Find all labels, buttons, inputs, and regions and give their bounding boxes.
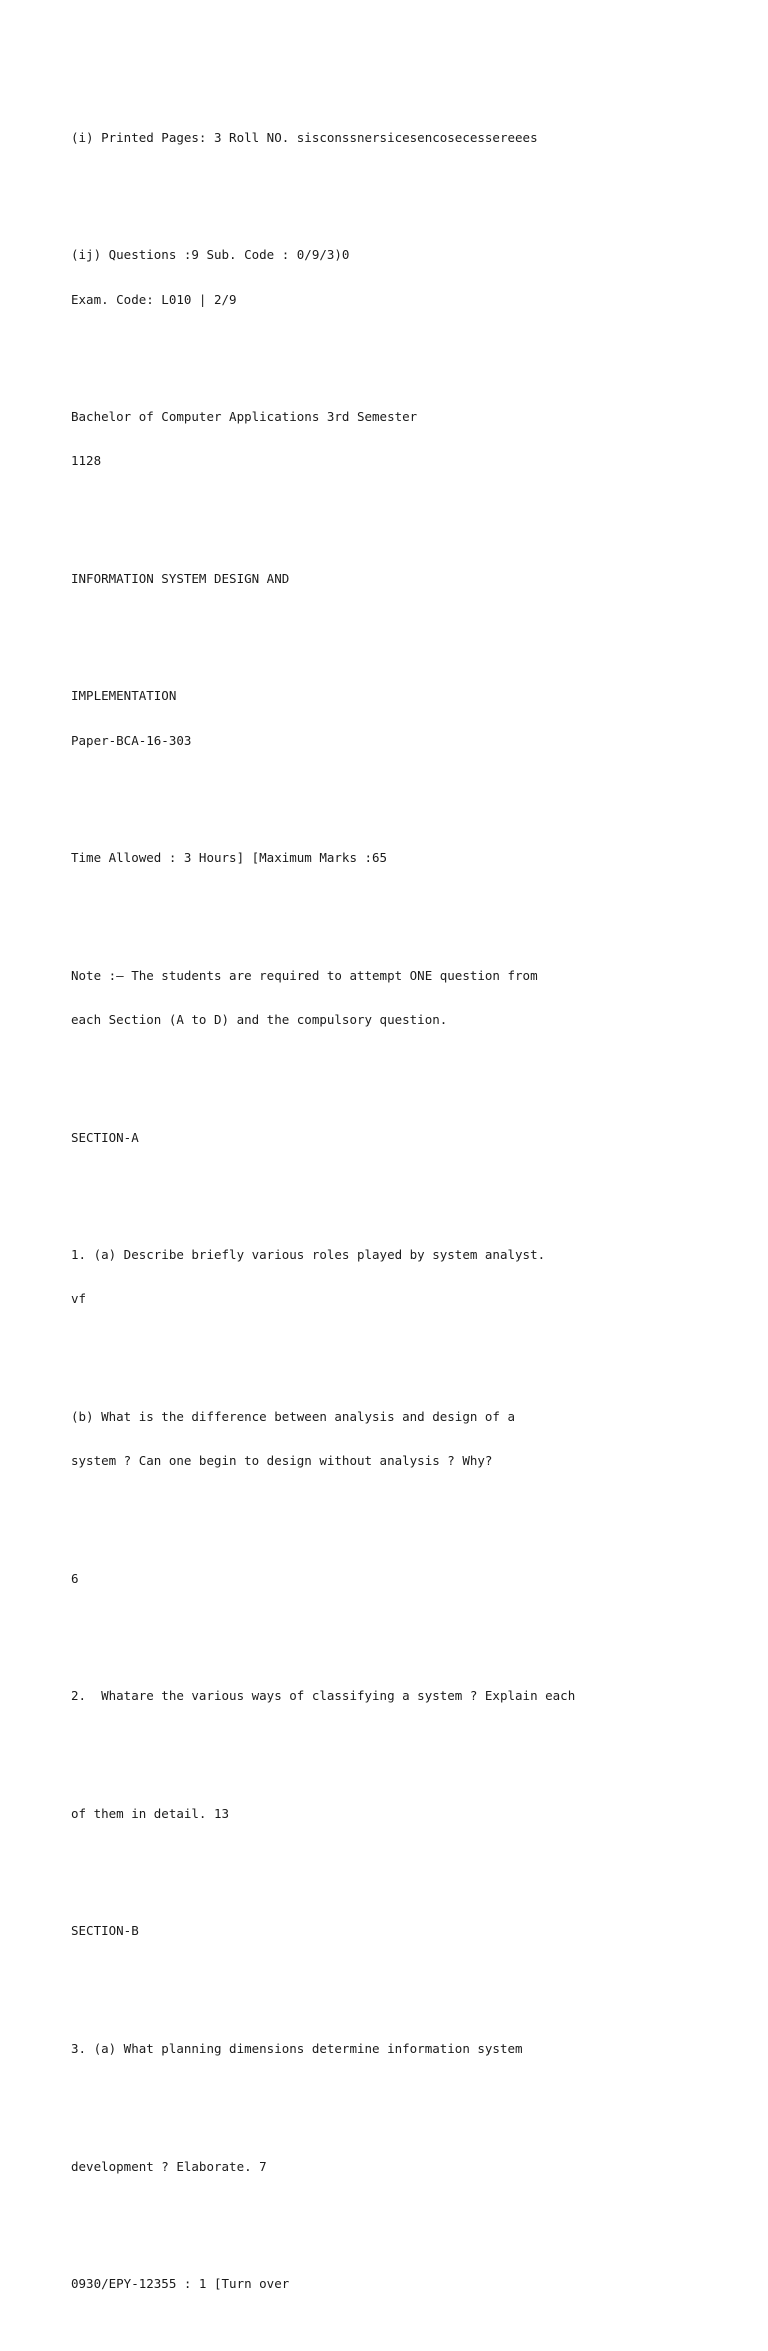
printed-pages-line <box>71 101 731 175</box>
question-code-block <box>71 219 731 337</box>
text-line: system ? Can one begin to design without analysis ? Why? <box>71 1452 493 1468</box>
text-line: IMPLEMENTATION <box>71 688 177 704</box>
text-line: INFORMATION SYSTEM DESIGN AND <box>71 570 290 586</box>
section-b-heading <box>71 1895 731 1969</box>
text-line: Time Allowed : 3 Hours] [Maximum Marks :65 <box>71 850 388 866</box>
text-line: Exam. Code: L010 | 2/9 <box>71 291 237 307</box>
text-line: vf <box>71 1291 87 1307</box>
text-line: (b) What is the difference between analysis and design of a <box>71 1408 516 1424</box>
text-line: SECTION-B <box>71 1923 139 1939</box>
text-line: Bachelor of Computer Applications 3rd Semester <box>71 409 418 425</box>
text-line: 2. Whatare the various ways of classifying a system ? Explain each <box>71 1688 576 1704</box>
text-line: SECTION-A <box>71 1129 139 1145</box>
text-line: 3. (a) What planning dimensions determine information system <box>71 2041 523 2056</box>
text-line: 6 <box>71 1570 79 1586</box>
section-a-heading <box>71 1101 731 1175</box>
exam-paper-page <box>71 72 731 2351</box>
text-line: of them in detail. 13 <box>71 1805 230 1821</box>
course-block <box>71 381 731 499</box>
text-line: (i) Printed Pages: 3 Roll NO. sisconssnersicesencosecessereees <box>71 129 538 145</box>
paper-title-continued <box>71 660 731 778</box>
question-1a <box>71 1219 731 1337</box>
question-1b <box>71 1380 731 1498</box>
question-2-continued <box>71 1777 731 1851</box>
text-line: 0930/EPY-12355 : 1 [Turn over <box>71 2276 290 2292</box>
text-line: 1. (a) Describe briefly various roles played by system analyst. <box>71 1247 546 1263</box>
question-2 <box>71 1660 731 1734</box>
text-line: Note :— The students are required to attempt ONE question from <box>71 967 538 983</box>
time-marks-line <box>71 822 731 896</box>
question-3a-continued <box>71 2130 731 2204</box>
text-line: (ij) Questions :9 Sub. Code : 0/9/3)0 <box>71 247 350 263</box>
paper-title <box>71 542 731 616</box>
text-line: development ? Elaborate. 7 <box>71 2158 267 2174</box>
text-line: 1128 <box>71 453 102 469</box>
page-footer <box>71 2248 731 2322</box>
text-line: Paper-BCA-16-303 <box>71 732 192 748</box>
question-1b-marks <box>71 1542 731 1616</box>
text-line: each Section (A to D) and the compulsory question. <box>71 1011 448 1027</box>
question-3a <box>71 2013 731 2087</box>
instructions-note <box>71 939 731 1057</box>
